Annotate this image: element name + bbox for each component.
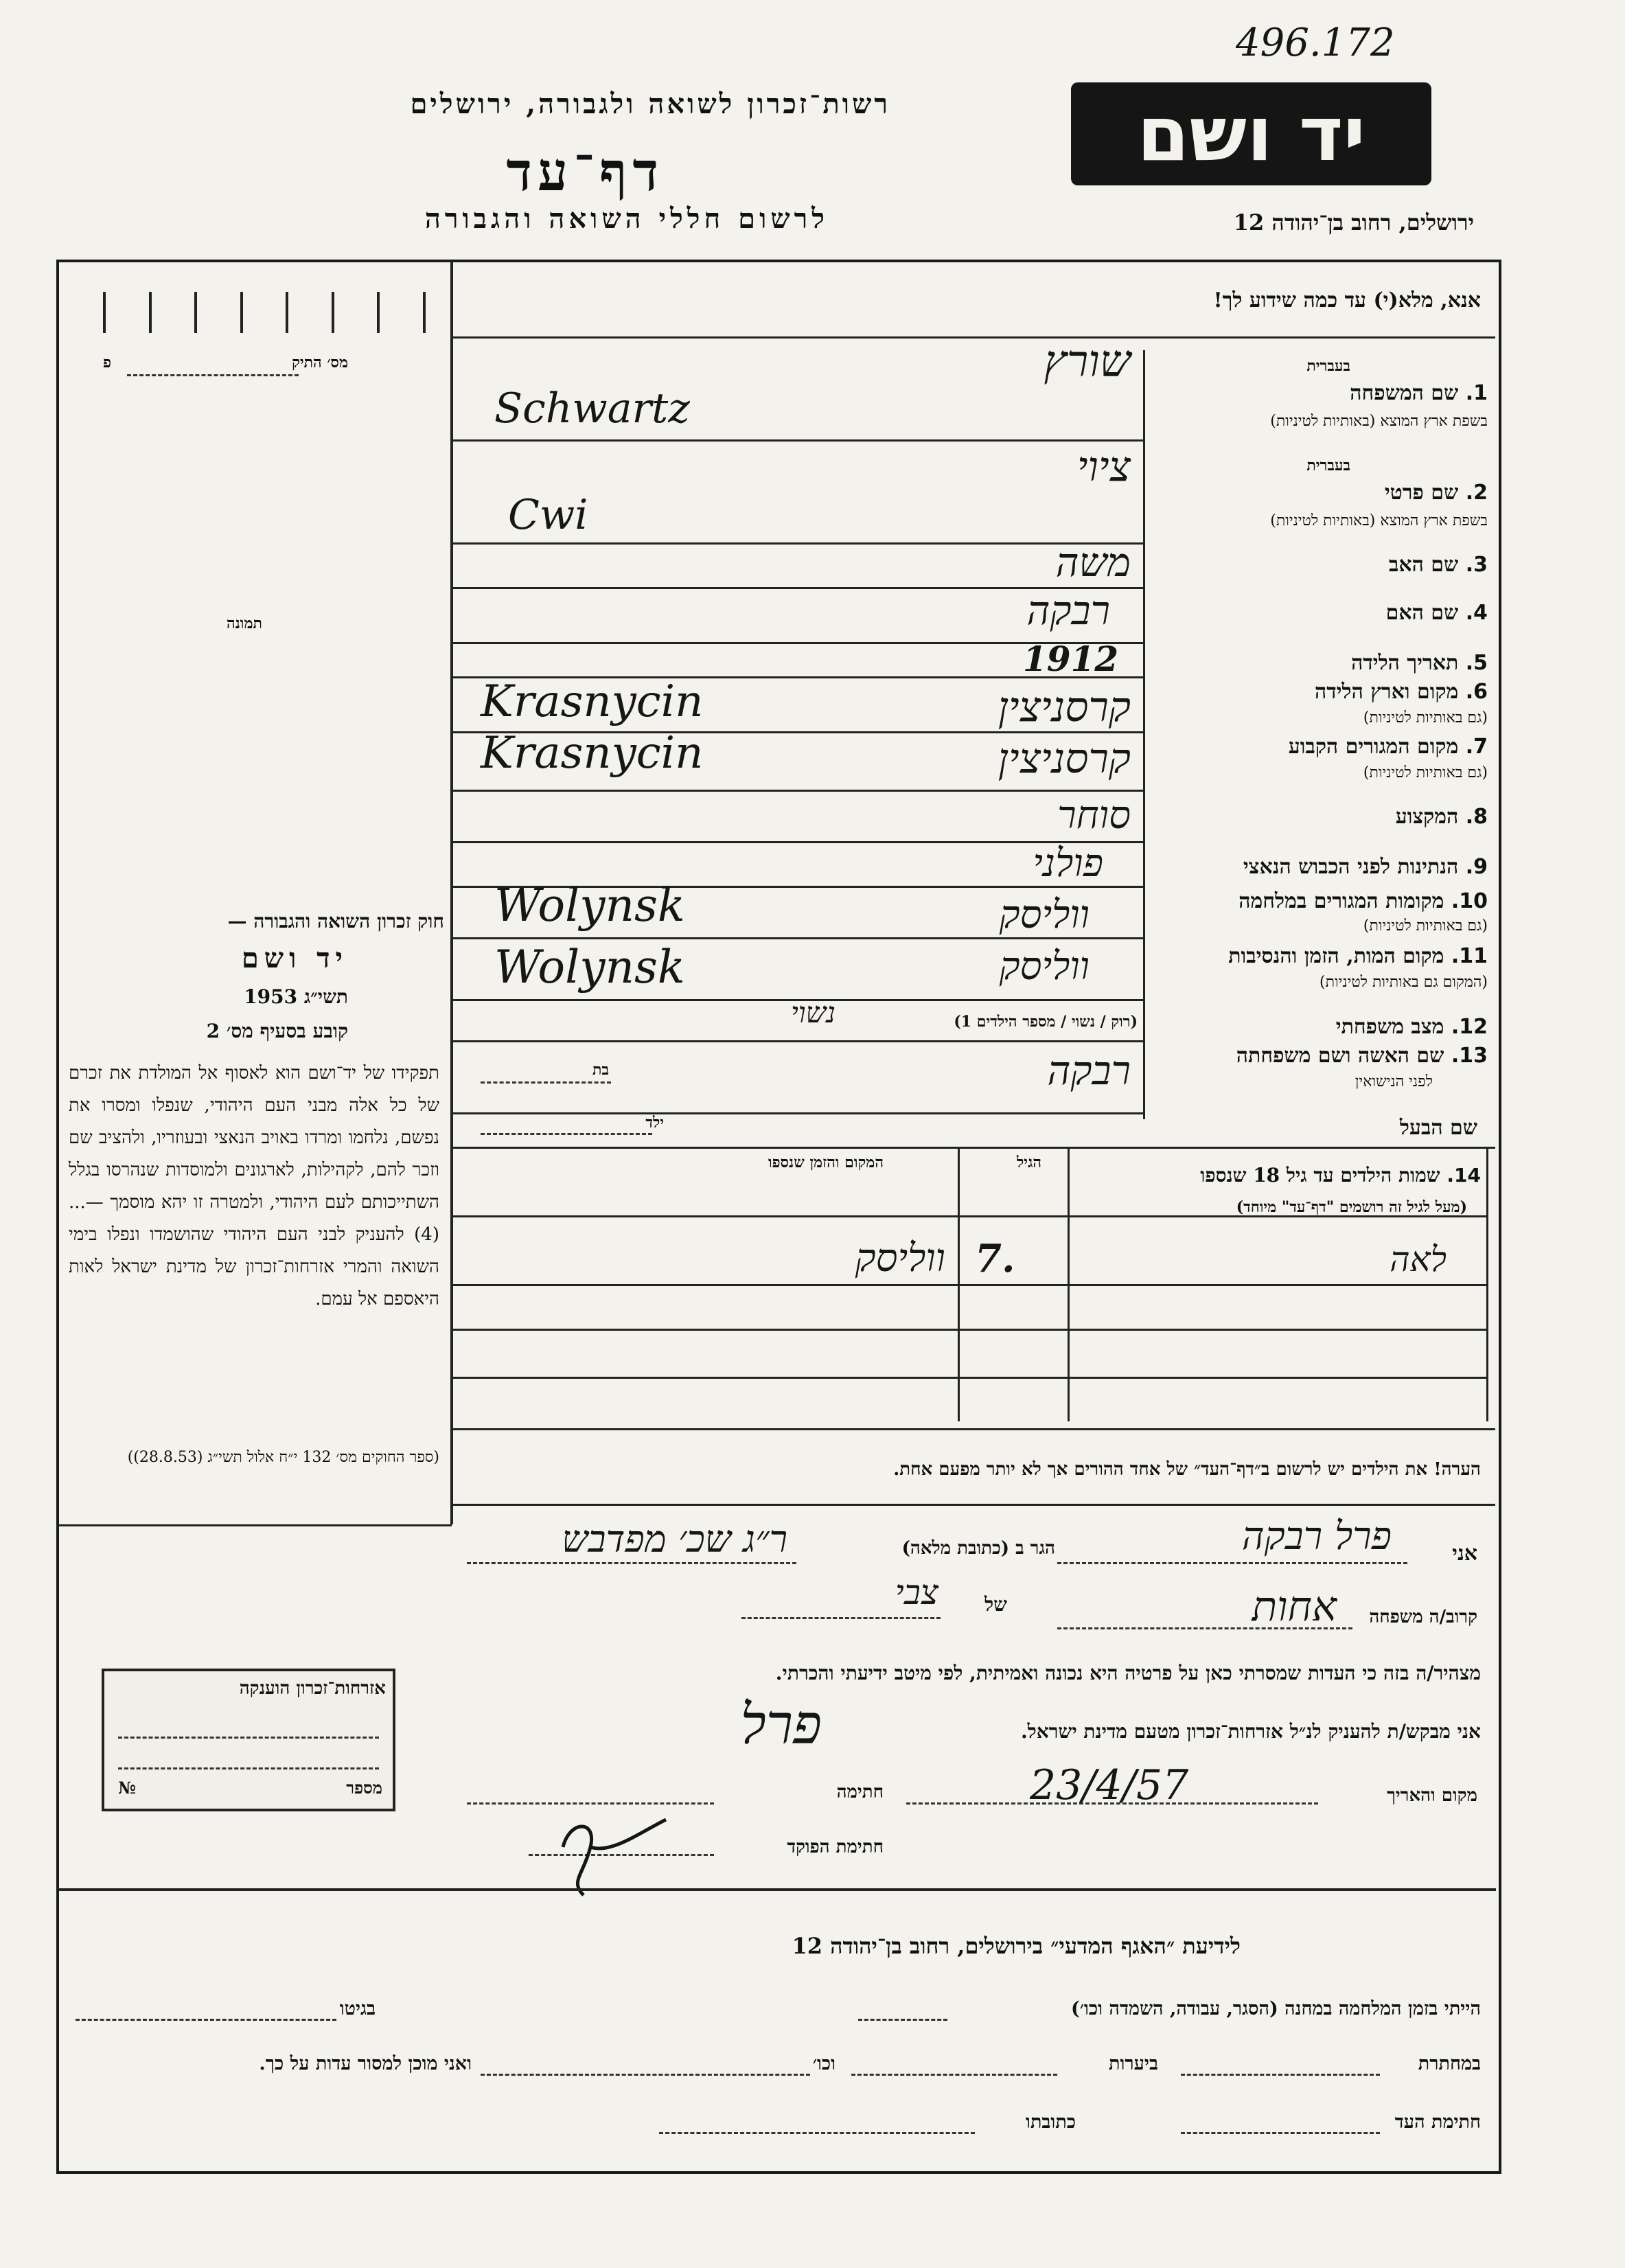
field-7-value-hebrew[interactable]: קרסניצין bbox=[998, 735, 1131, 783]
field-11-value-hebrew[interactable]: ווליסק bbox=[999, 944, 1090, 989]
note-rule bbox=[452, 1504, 1495, 1506]
field-6-sub: (גם באותיות לטיניות) bbox=[1363, 709, 1488, 726]
field-1-hebrew-label: בעברית bbox=[1306, 357, 1350, 375]
stamp-num-prefix: № bbox=[118, 1778, 137, 1798]
of-line[interactable] bbox=[741, 1617, 941, 1619]
law-name: יד ושם bbox=[241, 942, 348, 974]
stamp-line-1[interactable] bbox=[118, 1737, 379, 1739]
field-10-value-latin[interactable]: Wolynsk bbox=[494, 879, 685, 932]
field-7-sub: (גם באותיות לטיניות) bbox=[1363, 764, 1488, 781]
form-title: דף־עד bbox=[506, 141, 664, 203]
children-bottom-rule bbox=[452, 1428, 1495, 1430]
field-13-born-label: בת bbox=[592, 1061, 609, 1079]
date-value[interactable]: 23/4/57 bbox=[1030, 1761, 1189, 1809]
footer-line1-camp-field[interactable] bbox=[858, 2019, 947, 2021]
place-date-label: מקום והאריך bbox=[1387, 1785, 1477, 1806]
field-1-label: 1. שם המשפחה bbox=[1350, 381, 1488, 405]
child-1-age[interactable]: 7. bbox=[975, 1236, 1015, 1281]
field-1-value-hebrew[interactable]: שורץ bbox=[1044, 336, 1131, 387]
footer-line2-forests: ביערות bbox=[1108, 2053, 1158, 2074]
field-12-side-note: (רוק / נשוי / מספר הילדים 1) bbox=[954, 1013, 1138, 1031]
field-5-label: 5. תאריך הלידה bbox=[1351, 651, 1488, 675]
field-5-value[interactable]: 1912 bbox=[1023, 639, 1119, 679]
law-source: (ספר החוקים מס׳ 132 י״ח אלול תשי״ג (28.8.53)) bbox=[127, 1449, 439, 1466]
law-heading: חוק זכרון השואה והגבורה — bbox=[227, 910, 444, 932]
field-12-rule bbox=[452, 1040, 1145, 1042]
field-9-label: 9. הנתינות לפני הכבוש הנאצי bbox=[1243, 855, 1488, 879]
signature-line[interactable] bbox=[467, 1802, 714, 1805]
label-column-divider bbox=[1143, 350, 1145, 1119]
field-2-rule bbox=[452, 542, 1145, 545]
witness-resident-label: הגר ב (כתובת מלאה) bbox=[901, 1538, 1055, 1559]
footer-line1-ghetto-field[interactable] bbox=[76, 2019, 336, 2021]
photo-label: תמונה bbox=[227, 615, 262, 632]
footer-line3-address-field[interactable] bbox=[659, 2132, 975, 2134]
institution-name: רשות־זכרון לשואה ולגבורה, ירושלים bbox=[410, 88, 890, 120]
field-13-child-label: ילד bbox=[645, 1114, 664, 1132]
yad-vashem-logo bbox=[1071, 82, 1431, 185]
field-13-sub: לפני הנישואין bbox=[1355, 1073, 1433, 1090]
child-1-name[interactable]: לאה bbox=[1390, 1239, 1447, 1279]
children-note: הערה! את הילדים יש לרשום ב״דף־העד״ של אחד ההורים אך לא יותר מפעם אחת. bbox=[893, 1459, 1481, 1480]
witness-name[interactable]: פרל רבקה bbox=[1241, 1514, 1392, 1559]
children-row-rule-2 bbox=[452, 1329, 1488, 1331]
footer-line3-signature-field[interactable] bbox=[1181, 2132, 1380, 2134]
witness-name-line[interactable] bbox=[1057, 1562, 1407, 1564]
file-number: 496.172 bbox=[1236, 21, 1395, 65]
officer-label: חתימת הפוקד bbox=[787, 1837, 884, 1857]
relation-line[interactable] bbox=[1057, 1627, 1352, 1629]
field-2-label: 2. שם פרטי bbox=[1384, 481, 1488, 505]
field-6-label: 6. מקום וארץ הלידה bbox=[1314, 680, 1488, 704]
witness-address-line[interactable] bbox=[467, 1562, 796, 1564]
children-header-rule bbox=[452, 1215, 1488, 1217]
law-text: תפקידו של יד־ושם הוא לאסוף אל המולדת את זכרם של כל אלה מבני העם היהודי, שנפלו ומסרו את נפשם, נלחמו ומרדו באויב הנאצי ובעוזריו, ולהציב שם וזכר להם, לקהילות, לארגונים ולמוסדות שנהרסו בגלל השתייכותם לעם היהודי, ולמטרה זו יהא מוסמך —... (4) להעניק לבני העם היהודי שהושמדו ונפלו בימי השואה והמרי אזרחות־זכרון של מדינת ישראל לאות היאספם אל עמם. bbox=[69, 1063, 439, 1309]
witness-address[interactable]: ר״ג שכ׳ מפדבש bbox=[562, 1517, 787, 1561]
instruction: אנא, מלא(י) עד כמה שידוע לך! bbox=[1213, 288, 1481, 312]
child-1-place[interactable]: ווליסק bbox=[855, 1236, 945, 1281]
instruction-rule bbox=[452, 336, 1495, 339]
request: אני מבקש/ת להעניק לנ״ל אזרחות־זכרון מטעם מדינת ישראל. bbox=[1020, 1720, 1481, 1743]
husband-label: שם הבעל bbox=[1399, 1116, 1477, 1140]
children-sub: (מעל לגיל זה רושמים "דף־עד" מיוחד) bbox=[1236, 1198, 1467, 1216]
stamp-num-label: מספר bbox=[346, 1778, 382, 1798]
file-number-boxes bbox=[103, 292, 426, 333]
field-2-hebrew-label: בעברית bbox=[1306, 457, 1350, 474]
field-3-value[interactable]: משה bbox=[1055, 539, 1131, 586]
children-row-rule-3 bbox=[452, 1377, 1488, 1379]
footer-line2-forests-field[interactable] bbox=[851, 2074, 1057, 2076]
footer-line1-ghetto: בגיטו bbox=[339, 1998, 376, 2019]
field-12-label: 12. מצב משפחתי bbox=[1335, 1015, 1488, 1039]
footer-line2-underground-field[interactable] bbox=[1181, 2074, 1380, 2076]
declaration: מצהיר/ה בזה כי העדות שמסרתי כאן על פרטיה היא נכונה ואמיתית, לפי מיטב ידיעתי והכרתי. bbox=[775, 1662, 1481, 1684]
stamp-line-2[interactable] bbox=[118, 1767, 379, 1769]
footer-line1-camp: הייתי בזמן המלחמה במחנה (הסגר, עבודה, השמדה וכו׳) bbox=[1071, 1998, 1481, 2019]
footer-line2-etc: וכו׳ bbox=[812, 2053, 835, 2074]
field-2-value-latin[interactable]: Cwi bbox=[508, 491, 588, 539]
footer-line2-ready: ואני מוכן למסור עדות על כך. bbox=[259, 2053, 472, 2074]
footer-divider bbox=[58, 1888, 1496, 1891]
children-row-rule-1 bbox=[452, 1284, 1488, 1286]
witness-i-label: אני bbox=[1452, 1542, 1477, 1566]
field-13-value[interactable]: רבקה bbox=[1047, 1047, 1131, 1094]
field-11-sub: (המקום גם באותיות לטיניות) bbox=[1319, 974, 1488, 991]
field-13-label: 13. שם האשה ושם משפחתה bbox=[1236, 1044, 1488, 1068]
signature-mark: פרל bbox=[740, 1693, 822, 1756]
field-7-label: 7. מקום המגורים הקבוע bbox=[1288, 735, 1488, 759]
husband-rule bbox=[452, 1147, 1495, 1149]
field-10-value-hebrew[interactable]: ווליסק bbox=[999, 893, 1090, 937]
relation-value[interactable]: אחות bbox=[1252, 1583, 1337, 1631]
field-8-value[interactable]: סוחר bbox=[1057, 793, 1131, 838]
relation-label: קרוב/ה משפחה bbox=[1369, 1607, 1477, 1627]
footer-line2-etc-field[interactable] bbox=[481, 2074, 810, 2076]
stamp-title: אזרחות־זכרון הוענקה bbox=[239, 1678, 386, 1699]
field-4-label: 4. שם האם bbox=[1385, 601, 1488, 625]
field-3-label: 3. שם האב bbox=[1388, 553, 1488, 577]
children-col-place: המקום והזמן שנספו bbox=[768, 1154, 884, 1171]
field-4-value[interactable]: רבקה bbox=[1026, 587, 1110, 634]
law-clause: קובע בסעיף מס׳ 2 bbox=[206, 1020, 348, 1042]
law-year: תשי״ג 1953 bbox=[244, 985, 348, 1008]
children-label: 14. שמות הילדים עד גיל 18 שנספו bbox=[1200, 1164, 1481, 1187]
date-line[interactable] bbox=[906, 1802, 1318, 1805]
field-12-value[interactable]: נשוי bbox=[790, 996, 835, 1029]
field-1-rule bbox=[452, 439, 1145, 442]
field-2-sub: בשפת ארץ המוצא (באותיות לטיניות) bbox=[1270, 512, 1488, 529]
left-panel-divider bbox=[450, 261, 453, 1524]
field-7-rule bbox=[452, 790, 1145, 792]
of-value[interactable]: צבי bbox=[895, 1572, 938, 1612]
officer-signature bbox=[542, 1806, 680, 1902]
children-col-age: הגיל bbox=[1017, 1154, 1041, 1171]
field-2-value-hebrew[interactable]: ציוי bbox=[1076, 443, 1131, 491]
footer-line3-signature: חתימת העד bbox=[1394, 2111, 1481, 2133]
file-no-line[interactable] bbox=[127, 374, 299, 376]
of-label: של bbox=[984, 1593, 1007, 1616]
field-7-value-latin[interactable]: Krasnycin bbox=[481, 728, 704, 779]
left-panel-bottom bbox=[58, 1524, 452, 1526]
field-10-rule bbox=[452, 937, 1145, 939]
footer-line2-underground: במחתרת bbox=[1418, 2053, 1481, 2074]
field-10-label: 10. מקומות המגורים במלחמה bbox=[1238, 889, 1488, 913]
field-8-label: 8. המקצוע bbox=[1395, 805, 1488, 829]
footer-line3-address: כתובתו bbox=[1026, 2111, 1076, 2133]
field-13-rule bbox=[452, 1112, 1145, 1114]
field-6-value-latin[interactable]: Krasnycin bbox=[481, 676, 704, 727]
field-11-label: 11. מקום המות, הזמן והנסיבות bbox=[1228, 944, 1488, 968]
field-10-sub: (גם באותיות לטיניות) bbox=[1363, 917, 1488, 935]
field-13-born-line[interactable] bbox=[481, 1081, 611, 1084]
field-9-value[interactable]: פולני bbox=[1033, 841, 1103, 886]
field-13-child-line[interactable] bbox=[481, 1133, 652, 1135]
logo-text: יד ושם bbox=[1136, 90, 1366, 178]
file-no-prefix: פ bbox=[103, 354, 111, 371]
field-1-value-latin[interactable]: Schwartz bbox=[494, 385, 690, 433]
signature-label: חתימה bbox=[836, 1782, 884, 1802]
field-6-value-hebrew[interactable]: קרסניצין bbox=[998, 683, 1131, 731]
field-1-sub: בשפת ארץ המוצא (באותיות לטיניות) bbox=[1270, 413, 1488, 430]
file-no-label: מס׳ התיק bbox=[292, 354, 348, 371]
address: ירושלים, רחוב בן־יהודה 12 bbox=[1233, 209, 1474, 236]
citizenship-stamp-box bbox=[102, 1669, 395, 1811]
field-11-value-latin[interactable]: Wolynsk bbox=[494, 941, 685, 994]
form-subtitle: לרשום חללי השואה והגבורה bbox=[424, 203, 829, 235]
footer-heading: לידיעת ״האגף המדעי״ בירושלים, רחוב בן־יהודה 12 bbox=[792, 1933, 1241, 1959]
